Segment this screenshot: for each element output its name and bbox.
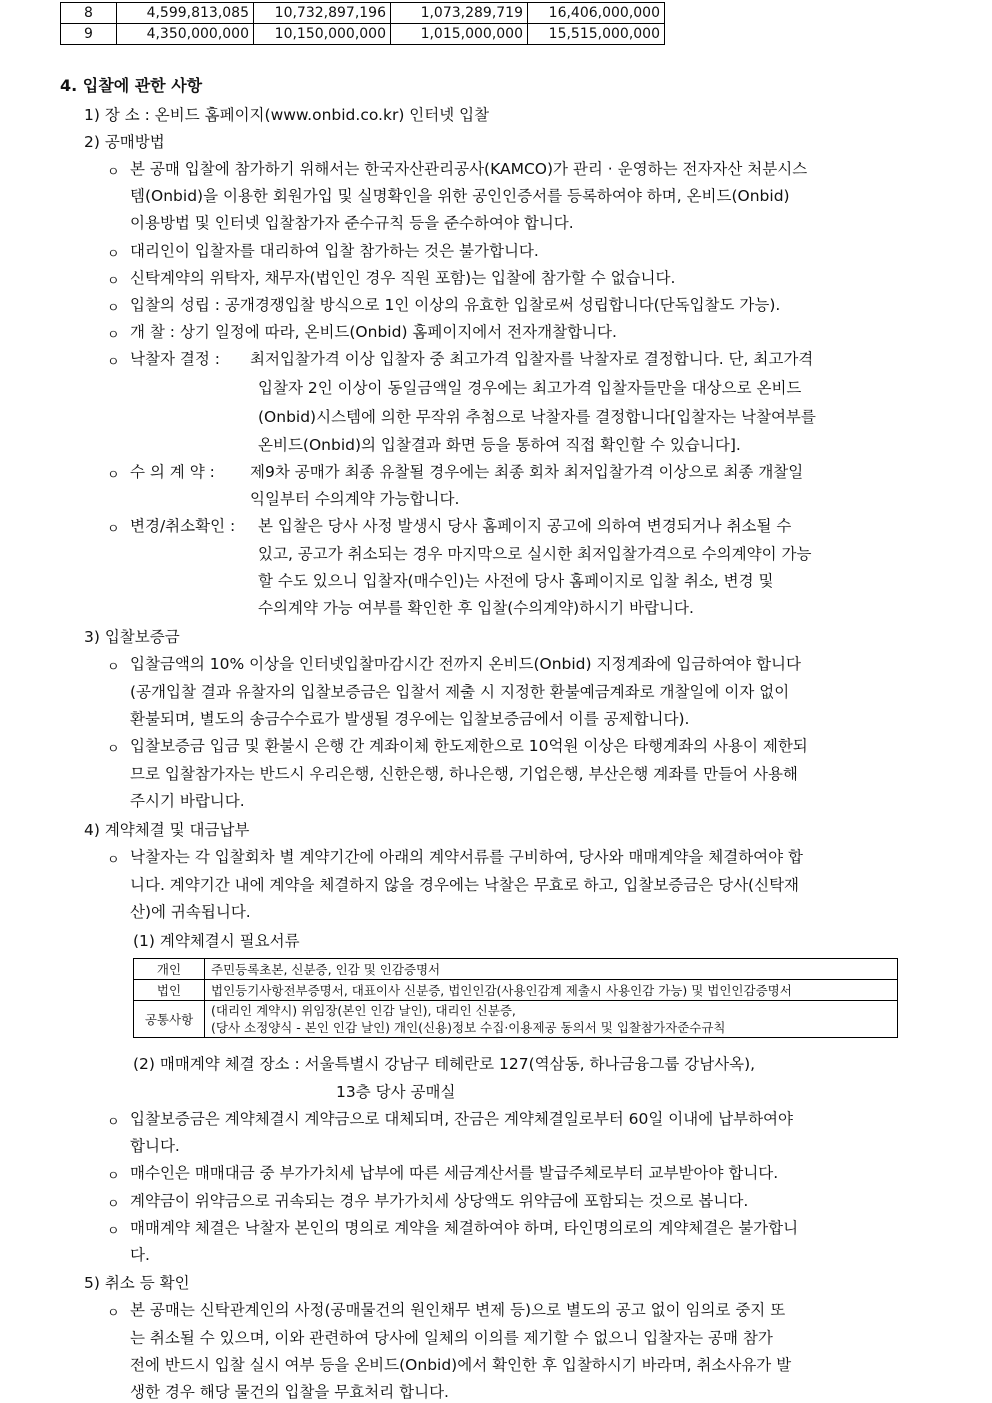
bullet-icon: ㅇ xyxy=(107,274,120,289)
paragraph-line: 는 취소될 수 있으며, 이와 관련하여 당사에 일체의 이의를 제기할 수 없으니 입찰자는 공매 참가 xyxy=(130,1329,773,1347)
table-cell-line: (대리인 계약시) 위임장(본인 인감 날인), 대리인 신분증, xyxy=(211,1003,516,1018)
table-cell: 15,515,000,000 xyxy=(528,24,665,45)
table-row xyxy=(61,24,665,45)
paragraph-line: 템(Onbid)을 이용한 회원가입 및 실명확인을 위한 공인인증서를 등록하여야 하며, 온비드(Onbid) xyxy=(130,187,790,205)
bullet-icon: ㅇ xyxy=(107,853,120,868)
paragraph-line: 매매계약 체결은 낙찰자 본인의 명의로 계약을 체결하여야 하며, 타인명의로의 계약체결은 불가합니 xyxy=(130,1219,799,1237)
paragraph-line: 입찰보증금 입금 및 환불시 은행 간 계좌이체 한도제한으로 10억원 이상은 타행계좌의 사용이 제한되 xyxy=(130,737,808,755)
bullet-icon: ㅇ xyxy=(107,522,120,537)
paragraph-line: 낙찰자는 각 입찰회차 별 계약기간에 아래의 계약서류를 구비하여, 당사와 매매계약을 체결하여야 합 xyxy=(130,848,804,866)
bullet-icon: ㅇ xyxy=(107,742,120,757)
paragraph-line: 므로 입찰참가자는 반드시 우리은행, 신한은행, 하나은행, 기업은행, 부산은행 계좌를 만들어 사용해 xyxy=(130,765,798,783)
paragraph-line: (공개입찰 결과 유찰자의 입찰보증금은 입찰서 제출 시 지정한 환불예금계좌로 개찰일에 이자 없이 xyxy=(130,683,790,701)
bullet-icon: ㅇ xyxy=(107,660,120,675)
table-cell: 4,599,813,085 xyxy=(117,3,254,24)
paragraph-line: 입찰금액의 10% 이상을 인터넷입찰마감시간 전까지 온비드(Onbid) 지정계좌에 입금하여야 합니다 xyxy=(130,655,801,673)
table-cell: 9 xyxy=(61,24,117,45)
paragraph-line: 합니다. xyxy=(130,1137,180,1155)
bullet-icon: ㅇ xyxy=(107,1115,120,1130)
table-cell xyxy=(205,1001,898,1038)
paragraph-label: 수 의 계 약 : xyxy=(130,463,215,481)
paragraph-line: 주시기 바랍니다. xyxy=(130,792,245,810)
sub-heading-cont: 13층 당사 공매실 xyxy=(336,1083,456,1101)
table-cell: 1,015,000,000 xyxy=(391,24,528,45)
paragraph-line: 최저입찰가격 이상 입찰자 중 최고가격 입찰자를 낙찰자로 결정합니다. 단, 최고가격 xyxy=(250,350,814,368)
table-cell-line: (당사 소정양식 - 본인 인감 날인) 개인(신용)정보 수집·이용제공 동의서 및 입찰참가자준수규칙 xyxy=(211,1020,726,1035)
paragraph-line: 본 공매는 신탁관계인의 사정(공매물건의 원인채무 변제 등)으로 별도의 공고 없이 임의로 중지 또 xyxy=(130,1301,786,1319)
paragraph-line: 계약금이 위약금으로 귀속되는 경우 부가가치세 상당액도 위약금에 포함되는 것으로 봅니다. xyxy=(130,1192,749,1210)
bullet-icon: ㅇ xyxy=(107,1169,120,1184)
paragraph-line: 있고, 공고가 취소되는 경우 마지막으로 실시한 최저입찰가격으로 수의계약이 가능 xyxy=(258,545,812,563)
paragraph-line: 개 찰 : 상기 일정에 따라, 온비드(Onbid) 홈페이지에서 전자개찰합니다. xyxy=(130,323,617,341)
sub-heading: (2) 매매계약 체결 장소 : 서울특별시 강남구 테헤란로 127(역삼동, 하나금융그룹 강남사옥), xyxy=(133,1055,756,1073)
bullet-icon: ㅇ xyxy=(107,1306,120,1321)
table-cell: 16,406,000,000 xyxy=(528,3,665,24)
paragraph-line: 입찰의 성립 : 공개경쟁입찰 방식으로 1인 이상의 유효한 입찰로써 성립합니다(단독입찰도 가능). xyxy=(130,296,781,314)
bullet-icon: ㅇ xyxy=(107,1197,120,1212)
section-title: 4. 입찰에 관한 사항 xyxy=(60,76,203,95)
paragraph-line: 온비드(Onbid)의 입찰결과 화면 등을 통하여 직접 확인할 수 있습니다]. xyxy=(258,436,741,454)
item-cancel-heading: 5) 취소 등 확인 xyxy=(84,1274,190,1292)
paragraph-line: 다. xyxy=(130,1246,150,1264)
table-cell: 8 xyxy=(61,3,117,24)
table-cell: 개인 xyxy=(134,959,205,980)
bullet-icon: ㅇ xyxy=(107,1224,120,1239)
table-cell: 법인 xyxy=(134,980,205,1001)
table-cell: 공통사항 xyxy=(134,1001,205,1038)
paragraph-line: 환불되며, 별도의 송금수수료가 발생될 경우에는 입찰보증금에서 이를 공제합니다). xyxy=(130,710,690,728)
table-row xyxy=(134,1001,898,1038)
paragraph-line: 입찰자 2인 이상이 동일금액일 경우에는 최고가격 입찰자들만을 대상으로 온비드 xyxy=(258,379,802,397)
table-row xyxy=(61,3,665,24)
paragraph-line: 생한 경우 해당 물건의 입찰을 무효처리 합니다. xyxy=(130,1383,449,1401)
paragraph-line: 본 공매 입찰에 참가하기 위해서는 한국자산관리공사(KAMCO)가 관리 · 운영하는 전자자산 처분시스 xyxy=(130,160,808,178)
paragraph-line: 전에 반드시 입찰 실시 여부 등을 온비드(Onbid)에서 확인한 후 입찰하시기 바라며, 취소사유가 발 xyxy=(130,1356,792,1374)
bullet-icon: ㅇ xyxy=(107,301,120,316)
item-method-heading: 2) 공매방법 xyxy=(84,133,165,151)
paragraph-label: 변경/취소확인 : xyxy=(130,517,236,535)
paragraph-line: 니다. 계약기간 내에 계약을 체결하지 않을 경우에는 낙찰은 무효로 하고, 입찰보증금은 당사(신탁재 xyxy=(130,876,800,894)
paragraph-line: 수의계약 가능 여부를 확인한 후 입찰(수의계약)하시기 바랍니다. xyxy=(258,599,694,617)
bullet-icon: ㅇ xyxy=(107,355,120,370)
bullet-icon: ㅇ xyxy=(107,247,120,262)
bid-schedule-table xyxy=(60,2,665,45)
paragraph-line: 산)에 귀속됩니다. xyxy=(130,903,251,921)
table-cell: 법인등기사항전부증명서, 대표이사 신분증, 법인인감(사용인감계 제출시 사용인감 가능) 및 법인인감증명서 xyxy=(205,980,898,1001)
table-row xyxy=(134,959,898,980)
table-cell: 1,073,289,719 xyxy=(391,3,528,24)
table-cell: 10,150,000,000 xyxy=(254,24,391,45)
item-contract-heading: 4) 계약체결 및 대금납부 xyxy=(84,821,250,839)
bullet-icon: ㅇ xyxy=(107,328,120,343)
paragraph-line: 본 입찰은 당사 사정 발생시 당사 홈페이지 공고에 의하여 변경되거나 취소될 수 xyxy=(258,517,792,535)
required-docs-table xyxy=(133,958,898,1038)
paragraph-line: 신탁계약의 위탁자, 채무자(법인인 경우 직원 포함)는 입찰에 참가할 수 없습니다. xyxy=(130,269,676,287)
item-location: 1) 장 소 : 온비드 홈페이지(www.onbid.co.kr) 인터넷 입찰 xyxy=(84,106,490,124)
paragraph-line: 할 수도 있으니 입찰자(매수인)는 사전에 당사 홈페이지로 입찰 취소, 변경 및 xyxy=(258,572,774,590)
sub-heading: (1) 계약체결시 필요서류 xyxy=(133,932,300,950)
bullet-icon: ㅇ xyxy=(107,468,120,483)
paragraph-line: 제9차 공매가 최종 유찰될 경우에는 최종 회차 최저입찰가격 이상으로 최종 개찰일 xyxy=(250,463,804,481)
paragraph-line: 대리인이 입찰자를 대리하여 입찰 참가하는 것은 불가합니다. xyxy=(130,242,539,260)
paragraph-label: 낙찰자 결정 : xyxy=(130,350,220,368)
item-deposit-heading: 3) 입찰보증금 xyxy=(84,628,180,646)
bullet-icon: ㅇ xyxy=(107,165,120,180)
paragraph-line: 익일부터 수의계약 가능합니다. xyxy=(250,490,460,508)
table-cell: 4,350,000,000 xyxy=(117,24,254,45)
paragraph-line: 이용방법 및 인터넷 입찰참가자 준수규칙 등을 준수하여야 합니다. xyxy=(130,214,574,232)
table-row xyxy=(134,980,898,1001)
table-cell: 10,732,897,196 xyxy=(254,3,391,24)
table-cell: 주민등록초본, 신분증, 인감 및 인감증명서 xyxy=(205,959,898,980)
paragraph-line: 입찰보증금은 계약체결시 계약금으로 대체되며, 잔금은 계약체결일로부터 60일 이내에 납부하여야 xyxy=(130,1110,793,1128)
paragraph-line: 매수인은 매매대금 중 부가가치세 납부에 따른 세금계산서를 발급주체로부터 교부받아야 합니다. xyxy=(130,1164,779,1182)
paragraph-line: (Onbid)시스템에 의한 무작위 추첨으로 낙찰자를 결정합니다[입찰자는 낙찰여부를 xyxy=(258,408,816,426)
